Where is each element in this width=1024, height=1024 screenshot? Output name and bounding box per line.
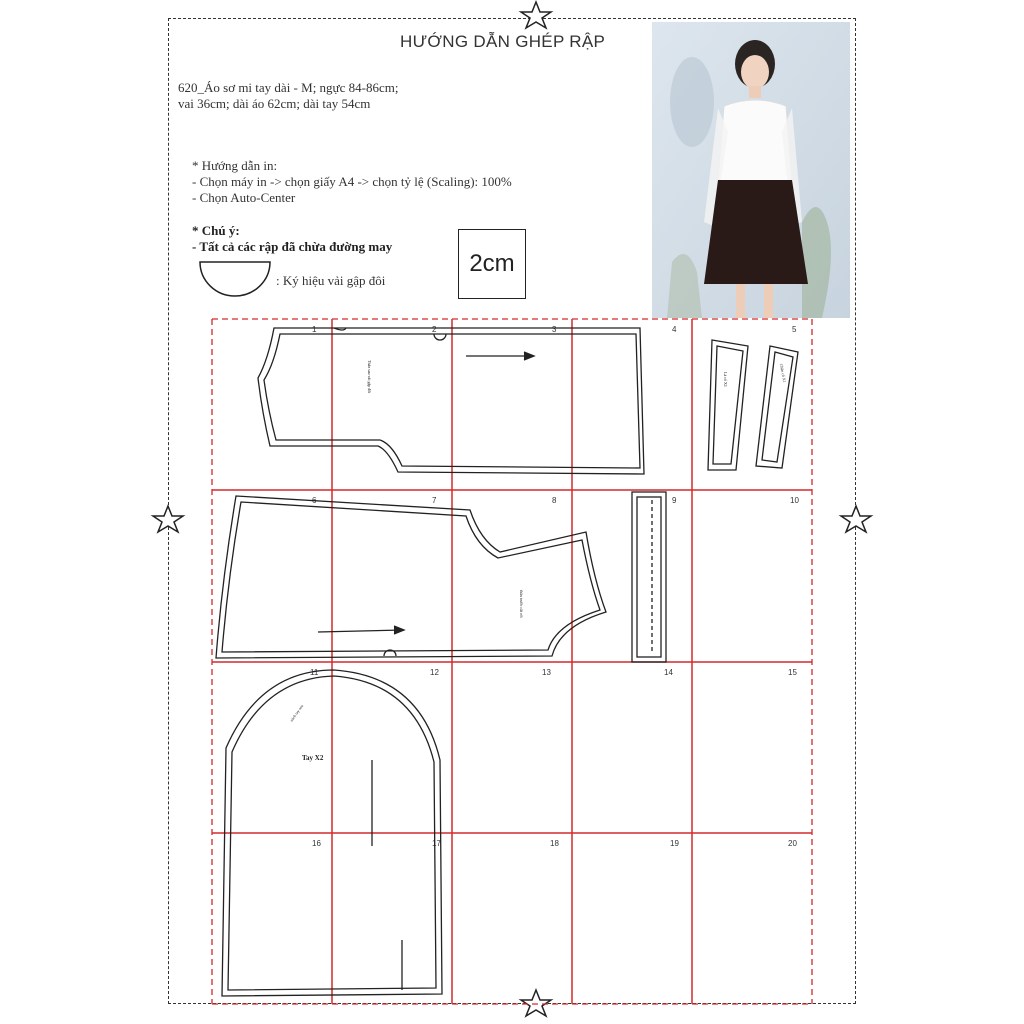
page-number: 12 — [430, 668, 439, 677]
print-instructions-title: * Hướng dẫn in: — [192, 158, 278, 173]
fold-symbol-label: : Ký hiệu vải gập đôi — [276, 273, 386, 288]
svg-text:Chân cổ X1: Chân cổ X1 — [779, 363, 788, 383]
page-number: 5 — [792, 325, 797, 334]
page-number: 8 — [552, 496, 557, 505]
svg-text:thân trước cắt rời: thân trước cắt rời — [519, 590, 524, 618]
page-number: 15 — [788, 668, 797, 677]
note-text: - Tất cả các rập đã chừa đường may — [192, 239, 393, 254]
description-line: vai 36cm; dài áo 62cm; dài tay 54cm — [178, 96, 371, 111]
page-number: 13 — [542, 668, 551, 677]
scale-reference-box: 2cm — [458, 229, 526, 299]
page-number: 16 — [312, 839, 321, 848]
svg-text:Lá cổ X1: Lá cổ X1 — [723, 372, 728, 387]
svg-text:Thân sau vải gập đôi: Thân sau vải gập đôi — [367, 360, 372, 394]
sleeve-label: Tay X2 — [302, 754, 324, 762]
page-number: 19 — [670, 839, 679, 848]
back-bodice-piece — [216, 496, 606, 658]
sleeve-piece — [222, 670, 442, 996]
page-number: 14 — [664, 668, 673, 677]
page-number: 11 — [310, 668, 319, 677]
page-number: 10 — [790, 496, 799, 505]
svg-text:nách tay sau: nách tay sau — [288, 703, 305, 723]
page-number: 2 — [432, 325, 437, 334]
page-number: 3 — [552, 325, 557, 334]
page-number: 17 — [432, 839, 441, 848]
page-number: 1 — [312, 325, 317, 334]
front-bodice-piece — [258, 328, 644, 474]
placket-piece — [632, 492, 666, 662]
description-line: 620_Áo sơ mi tay dài - M; ngực 84-86cm; — [178, 80, 399, 95]
page-number: 9 — [672, 496, 677, 505]
page-number: 7 — [432, 496, 437, 505]
collar-piece — [708, 340, 798, 470]
page-number: 18 — [550, 839, 559, 848]
page-title: HƯỚNG DẪN GHÉP RẬP — [400, 32, 606, 51]
page-number: 20 — [788, 839, 797, 848]
page-number: 6 — [312, 496, 317, 505]
note-title: * Chú ý: — [192, 223, 240, 238]
print-step: - Chọn máy in -> chọn giấy A4 -> chọn tỷ lệ (Scaling): 100% — [192, 174, 512, 189]
page-number: 4 — [672, 325, 677, 334]
print-step: - Chọn Auto-Center — [192, 190, 296, 205]
